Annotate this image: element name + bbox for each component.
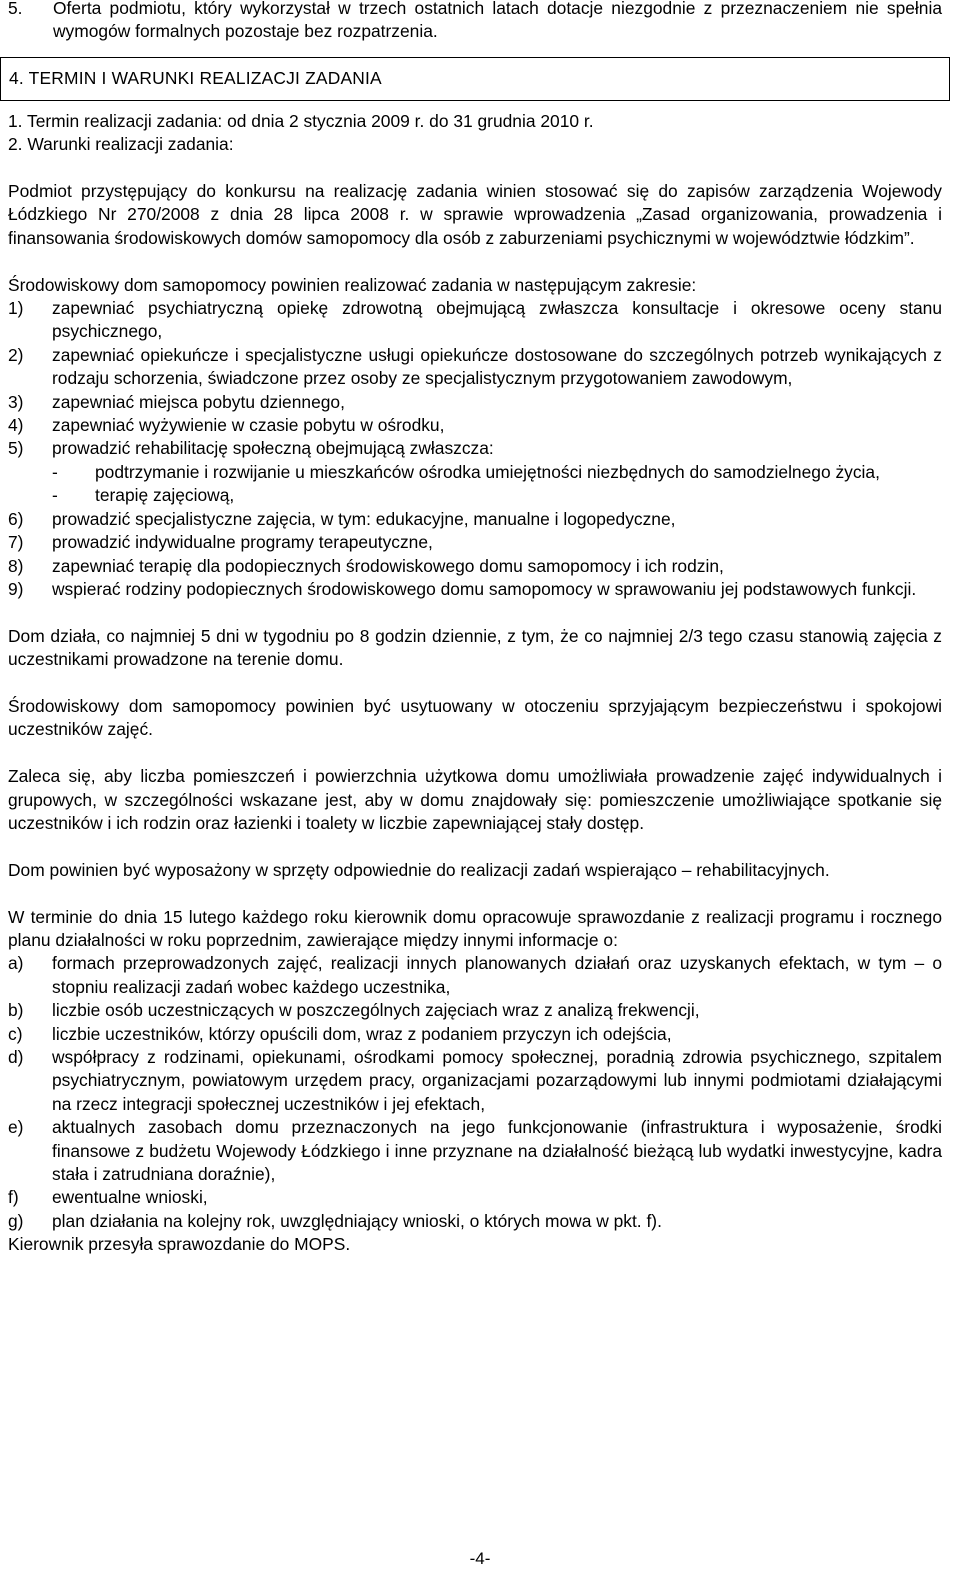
- list-item: [8, 297, 942, 344]
- conditions-line: 2. Warunki realizacji zadania:: [8, 134, 234, 155]
- list-item: [8, 0, 942, 44]
- sub-list-text: podtrzymanie i rozwijanie u mieszkańców ośrodka umiejętności niezbędnych do samodzielnego życia,: [95, 461, 880, 482]
- list-item-text: zapewniać miejsca pobytu dziennego,: [52, 391, 345, 412]
- list-item-text: prowadzić rehabilitację społeczną obejmującą zwłaszcza:: [52, 438, 494, 459]
- paragraph-rooms: Zaleca się, aby liczba pomieszczeń i powierzchnia użytkowa domu umożliwiała prowadzenie zajęć indywidualnych i grupowych, w szczególności wskazane jest, aby w domu znajdowały się: pomieszczenie umożliwiające spotkanie się uczestników i ich rodzin oraz łazienki i toalety w liczbie zapewniającej stały dostęp.: [8, 766, 942, 833]
- list-item-number: 5.: [8, 0, 23, 18]
- list-item-number: a): [8, 953, 24, 974]
- list-item: [8, 578, 942, 601]
- list-item: [8, 508, 942, 531]
- list-item-number: 2): [8, 344, 24, 365]
- list-item-text: zapewniać opiekuńcze i specjalistyczne usługi opiekuńcze dostosowane do szczególnych potrzeb wynikających z rodzaju schorzenia, świadczone przez osoby ze specjalistycznym przygotowaniem zawodowym,: [52, 344, 942, 389]
- list-item-number: c): [8, 1023, 23, 1044]
- paragraph-equipment: Dom powinien być wyposażony w sprzęty odpowiednie do realizacji zadań wspierająco – rehabilitacyjnych.: [8, 859, 830, 880]
- list-item: [8, 1046, 942, 1116]
- list-item-number: f): [8, 1187, 19, 1208]
- list-item-text: współpracy z rodzinami, opiekunami, ośrodkami pomocy społecznej, poradnią zdrowia psychicznego, szpitalem psychiatrycznym, powiatowym urzędem pracy, organizacjami pozarządowymi lub innymi podmiotami działającymi na rzecz integracji społecznej uczestników i jej efektach,: [52, 1046, 942, 1114]
- paragraph-location: Środowiskowy dom samopomocy powinien być usytuowany w otoczeniu sprzyjającym bezpieczeństwu i spokojowi uczestników zajęć.: [8, 695, 942, 740]
- list-item: [8, 414, 942, 437]
- list-item-text: aktualnych zasobach domu przeznaczonych na jego funkcjonowanie (infrastruktura i wyposażenie, środki finansowe z budżetu Wojewody Łódzkiego i inne przyznane na działalność bieżącą lub wydatki inwestycyjne, kadra stała i zatrudniana doraźnie),: [52, 1117, 942, 1184]
- list-item-number: e): [8, 1117, 24, 1138]
- list-item: [8, 344, 942, 391]
- section-heading-box: [0, 57, 950, 101]
- sub-list-text: terapię zajęciową,: [95, 485, 235, 506]
- list-item: [8, 1023, 942, 1046]
- list-item-number: d): [8, 1046, 24, 1067]
- list-item-text: plan działania na kolejny rok, uwzględniający wnioski, o których mowa w pkt. f).: [52, 1210, 662, 1231]
- list-item-text: liczbie osób uczestniczących w poszczególnych zajęciach wraz z analizą frekwencji,: [52, 1000, 700, 1021]
- sub-list-item: [8, 484, 942, 507]
- list-item-number: 4): [8, 415, 24, 436]
- list-item-number: 3): [8, 391, 24, 412]
- list-item-text: Oferta podmiotu, który wykorzystał w trzech ostatnich latach dotacje niezgodnie z przeznaczeniem nie spełnia wymogów formalnych pozostaje bez rozpatrzenia.: [53, 0, 942, 42]
- sub-list-item: [8, 461, 942, 484]
- list-item: [8, 391, 942, 414]
- list-item-text: wspierać rodziny podopiecznych środowiskowego domu samopomocy w sprawowaniu jej podstawowych funkcji.: [52, 578, 917, 599]
- list-item: [8, 531, 942, 554]
- list-item-text: zapewniać terapię dla podopiecznych środowiskowego domu samopomocy i ich rodzin,: [52, 555, 724, 576]
- list-item-number: 8): [8, 555, 24, 576]
- list-item-number: 7): [8, 532, 24, 553]
- list-item-text: ewentualne wnioski,: [52, 1187, 208, 1208]
- sub-list-bullet: -: [52, 485, 58, 506]
- list-item: [8, 437, 942, 460]
- list-item-text: formach przeprowadzonych zajęć, realizacji innych planowanych działań oraz uzyskanych efektach, w tym – o stopniu realizacji zadań wobec każdego uczestnika,: [52, 953, 942, 997]
- closing-line: Kierownik przesyła sprawozdanie do MOPS.: [8, 1234, 351, 1255]
- list-item: [8, 999, 942, 1022]
- paragraph-hours: Dom działa, co najmniej 5 dni w tygodniu po 8 godzin dziennie, z tym, że co najmniej 2/3 tego czasu stanowią zajęcia z uczestnikami prowadzone na terenie domu.: [8, 625, 942, 670]
- list-item-number: 5): [8, 438, 24, 459]
- list-item-text: zapewniać wyżywienie w czasie pobytu w ośrodku,: [52, 415, 445, 436]
- list-item-text: zapewniać psychiatryczną opiekę zdrowotną obejmującą zwłaszcza konsultacje i okresowe oceny stanu psychicznego,: [52, 298, 942, 342]
- sub-list-bullet: -: [52, 461, 58, 482]
- list-item: [8, 1116, 942, 1186]
- document-page: [8, 0, 942, 1257]
- paragraph-report: W terminie do dnia 15 lutego każdego roku kierownik domu opracowuje sprawozdanie z realizacji programu i rocznego planu działalności w roku poprzednim, zawierające między innymi informacje o:: [8, 906, 942, 950]
- list-item-number: 6): [8, 508, 24, 529]
- scope-intro: Środowiskowy dom samopomocy powinien realizować zadania w następującym zakresie:: [8, 274, 697, 295]
- list-item-number: 9): [8, 578, 24, 599]
- page-number: -4-: [469, 1549, 491, 1568]
- list-item-text: prowadzić indywidualne programy terapeutyczne,: [52, 532, 433, 553]
- section-heading: 4. TERMIN I WARUNKI REALIZACJI ZADANIA: [9, 68, 382, 89]
- list-item: [8, 1186, 942, 1209]
- list-item: [8, 1210, 942, 1233]
- list-item-number: g): [8, 1210, 24, 1231]
- intro-paragraph: Podmiot przystępujący do konkursu na realizację zadania winien stosować się do zapisów zarządzenia Wojewody Łódzkiego Nr 270/2008 z dnia 28 lipca 2008 r. w sprawie wprowadzenia „Zasad organizowania, prowadzenia i finansowania środowiskowych domów samopomocy dla osób z zaburzeniami psychicznymi w województwie łódzkim”.: [8, 181, 942, 248]
- list-item-text: prowadzić specjalistyczne zajęcia, w tym: edukacyjne, manualne i logopedyczne,: [52, 508, 676, 529]
- list-item-number: b): [8, 1000, 24, 1021]
- list-item: [8, 555, 942, 578]
- list-item-number: 1): [8, 298, 24, 319]
- list-item: [8, 952, 942, 999]
- term-line: 1. Termin realizacji zadania: od dnia 2 stycznia 2009 r. do 31 grudnia 2010 r.: [8, 110, 594, 131]
- list-item-text: liczbie uczestników, którzy opuścili dom, wraz z podaniem przyczyn ich odejścia,: [52, 1023, 672, 1044]
